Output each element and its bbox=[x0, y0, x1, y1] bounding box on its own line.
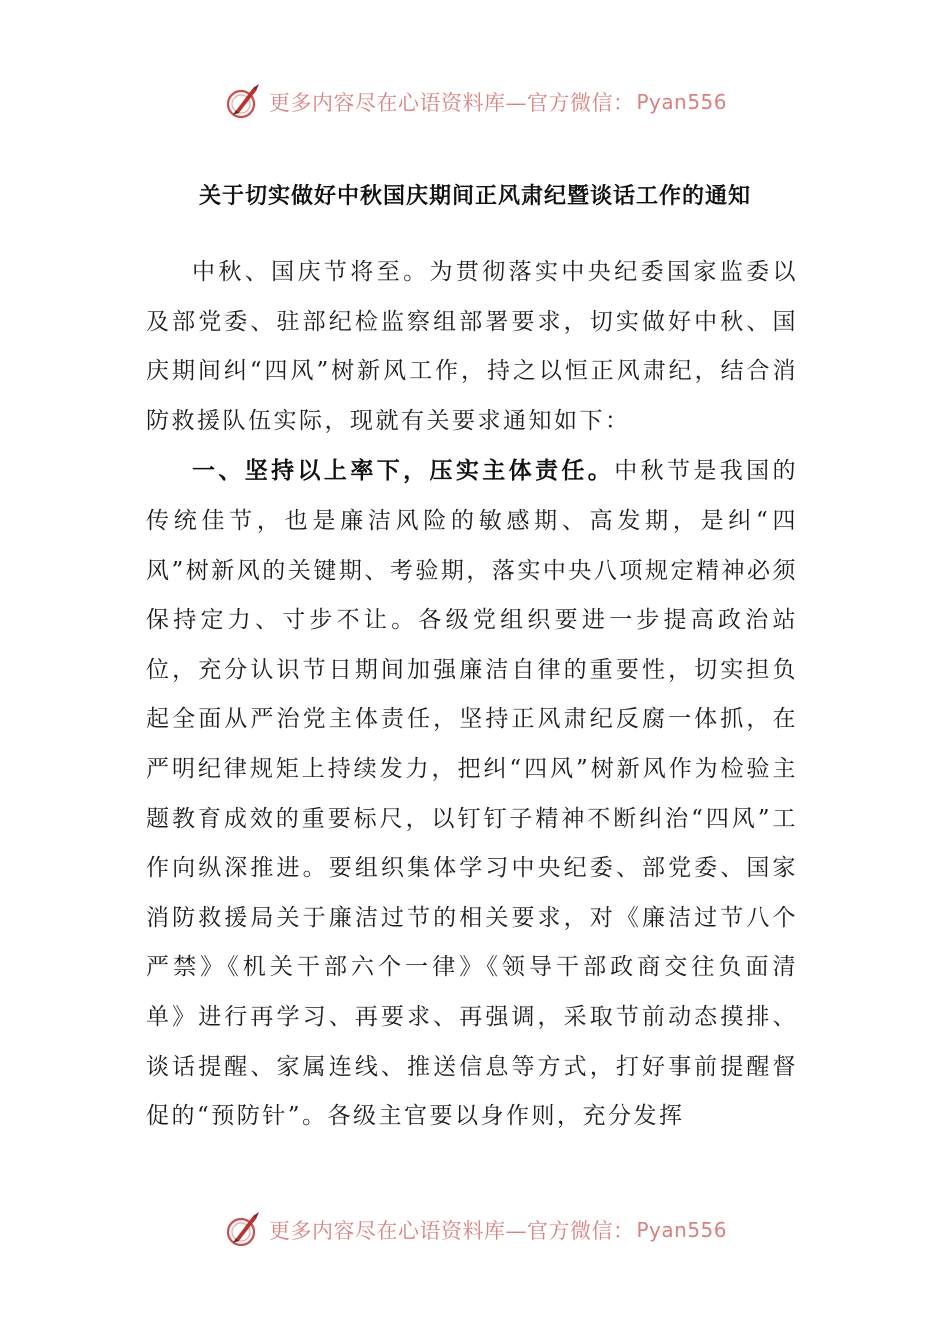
section-1-text: 中秋节是我国的传统佳节，也是廉洁风险的敏感期、高发期，是纠“四风”树新风的关键期、考验期，落实中央八项规定精神必须保持定力、寸步不让。各级党组织要进一步提高政治站位，充分认识节日期间加强廉洁自律的重要性，切实担负起全面从严治党主体责任，坚持正风肃纪反腐一体抓，在严明纪律规矩上持续发力，把纠“四风”树新风作为检验主题教育成效的重要标尺，以钉钉子精神不断纠治“四风”工作向纵深推进。要组织集体学习中央纪委、部党委、国家消防救援局关于廉洁过节的相关要求，对《廉洁过节八个严禁》《机关干部六个一律》《领导干部政商交往负面清单》进行再学习、再要求、再强调，采取节前动态摸排、谈话提醒、家属连线、推送信息等方式，打好事前提醒督促的“预防针”。各级主官要以身作则，充分发挥 bbox=[146, 458, 799, 1130]
paragraph-intro bbox=[146, 248, 798, 446]
document-title: 关于切实做好中秋国庆期间正风肃纪暨谈话工作的通知 bbox=[198, 183, 751, 209]
paragraph-intro-text: 中秋、国庆节将至。为贯彻落实中央纪委国家监委以及部党委、驻部纪检监察组部署要求，切实做好中秋、国庆期间纠“四风”树新风工作，持之以恒正风肃纪，结合消防救援队伍实际，现就有关要求通知如下： bbox=[146, 259, 798, 434]
paragraph-section-1 bbox=[146, 446, 798, 1141]
section-1-heading: 一、坚持以上率下，压实主体责任。 bbox=[192, 457, 615, 485]
watermark-wechat-id: Pyan556 bbox=[636, 1218, 727, 1242]
header-watermark bbox=[0, 80, 950, 124]
watermark-text: 更多内容尽在心语资料库—官方微信： bbox=[268, 1219, 635, 1243]
footer-watermark bbox=[0, 1208, 950, 1252]
watermark-wechat-id: Pyan556 bbox=[636, 90, 727, 114]
watermark-text: 更多内容尽在心语资料库—官方微信： bbox=[268, 91, 635, 115]
quill-pen-logo-icon bbox=[223, 1210, 263, 1250]
document-body bbox=[146, 248, 798, 1142]
quill-pen-logo-icon bbox=[223, 82, 263, 122]
